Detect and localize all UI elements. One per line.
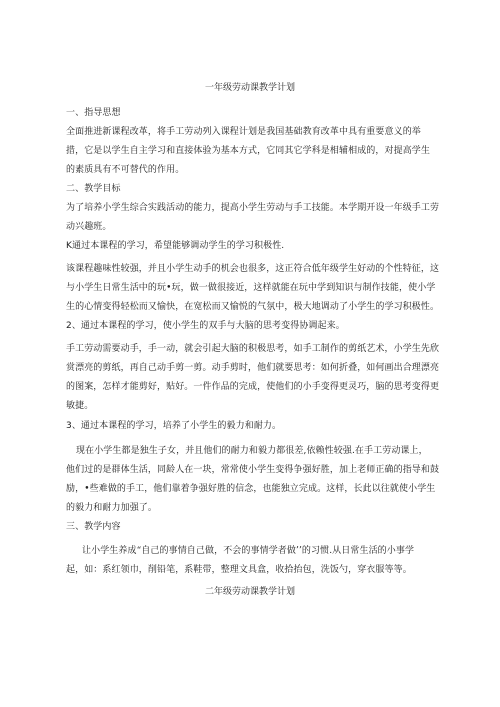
paragraph-line: 起，如：系红领巾，削铅笔，系鞋带，整理文具盒，收拾抬包，洗饭勺，穿衣服等等。 [66, 565, 412, 575]
paragraph-line: 措，它是以学生自主学习和直接体验为基本方式，它同其它学科是相辅相成的，对提高学生 [66, 146, 431, 156]
section-heading-teaching-content: 三、教学内容 [66, 522, 121, 532]
paragraph-line: 的毅力和耐力加强了。 [66, 503, 158, 513]
second-document-title: 二年级劳动课教学计划 [204, 587, 295, 597]
paragraph-line: 他们过的是群体生活，同龄人在一块，常常使小学生变得争强好胜，加上老师正确的指导和鼓 [66, 465, 440, 475]
section-heading-teaching-goals: 二、教学目标 [66, 184, 121, 194]
paragraph-line: 赏漂亮的剪纸，再自己动手剪一剪。动手剪时，他们就要思考：如何折叠，如何画出合理漂亮 [66, 363, 440, 373]
document-title: 一年级劳动课教学计划 [204, 83, 295, 93]
paragraph-line: 的素质具有不可替代的作用。 [66, 165, 185, 175]
goal-3: 3、通过本课程的学习，培养了小学生的毅力和耐力。 [66, 421, 282, 431]
paragraph-line: 与小学生日常生活中的玩•玩，做一做很接近，这样就能在玩中学到知识与制作技能，使小学 [66, 283, 436, 293]
goal-2: 2、通过本课程的学习，使小学生的双手与大脑的思考变得协调起来。 [66, 321, 345, 331]
paragraph-line: 励，•些难做的手工，他们靠着争强好胜的信念，也能独立完成。这样，长此以往就使小学生 [66, 484, 436, 494]
paragraph-line: 生的心情变得轻松而又愉快，在宽松而又愉悦的气氛中，极大地调动了小学生的学习积极性。 [66, 302, 440, 312]
goal-1: K通过本课程的学习，希望能够调动学生的学习积极性. [66, 241, 285, 251]
paragraph-line: 为了培养小学生综合实践活动的能力，提高小学生劳动与手工技能。本学期开设一年级手工劳 [66, 203, 440, 213]
paragraph-line: 让小学生养成“自己的事情自己做，不会的事情学者做’’的习惯.从日常生活的小事学 [82, 546, 415, 556]
paragraph-line: 动兴趣班。 [66, 222, 112, 232]
section-heading-guiding-thought: 一、指导思想 [66, 108, 121, 118]
paragraph-line: 该课程趣味性较强，并且小学生动手的机会也很多，这正符合低年级学生好动的个性特征，这 [66, 264, 440, 274]
paragraph-line: 全面推进新课程改革，将手工劳动列入课程计划是我国基础教育改革中具有重要意义的举 [66, 127, 421, 137]
paragraph-line: 现在小学生都是独生子女，并且他们的耐力和毅力都很差,依赖性较强.在手工劳动课上， [76, 446, 428, 456]
paragraph-line: 敏捷。 [66, 401, 94, 411]
paragraph-line: 的图案，怎样才能剪好，贴好。一件作品的完成，使他们的小手变得更灵巧，脑的思考变得更 [66, 382, 440, 392]
paragraph-line: 手工劳动需要动手，手一动，就会引起大脑的积极思考，如手工制作的剪纸艺术，小学生先欣 [66, 344, 440, 354]
